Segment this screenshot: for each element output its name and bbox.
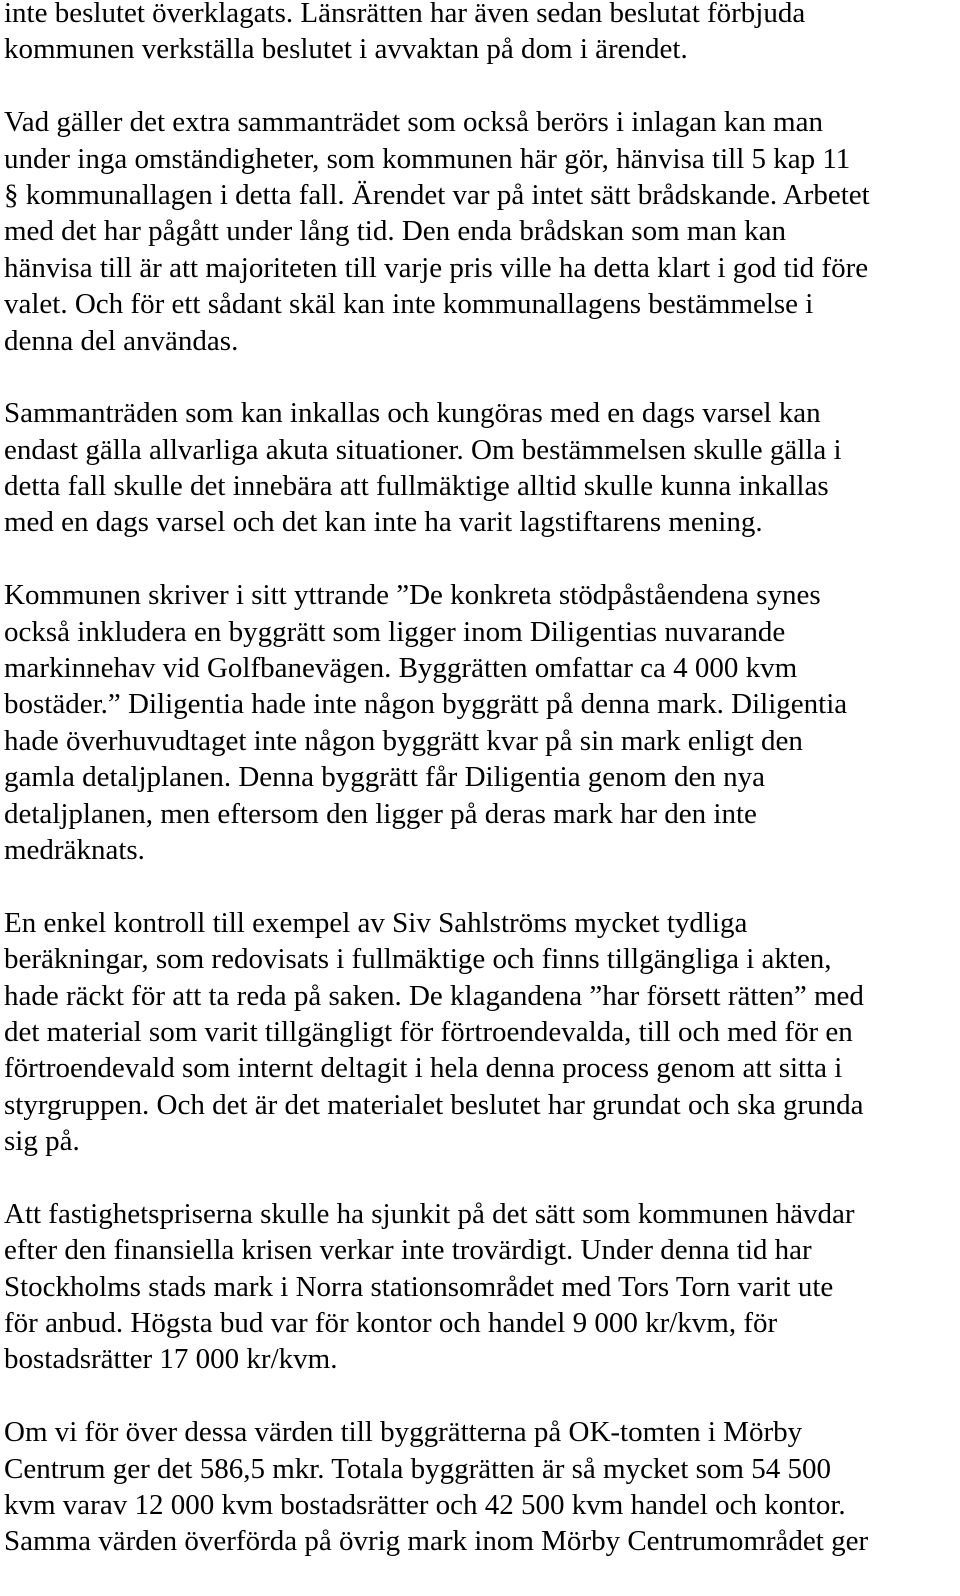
text-line: styrgruppen. Och det är det materialet beslutet har grundat och ska grunda [4, 1088, 864, 1121]
paragraph [4, 577, 956, 868]
text-line: gamla detaljplanen. Denna byggrätt får Diligentia genom den nya [4, 761, 765, 794]
paragraph [4, 395, 956, 541]
paragraph [4, 1414, 956, 1560]
text-line: det material som varit tillgängligt för förtroendevalda, till och med för en [4, 1015, 853, 1048]
text-line: Stockholms stads mark i Norra stationsområdet med Tors Torn varit ute [4, 1270, 834, 1303]
text-line: markinnehav vid Golfbanevägen. Byggrätten omfattar ca 4 000 kvm [4, 652, 798, 685]
text-line: bostadsrätter 17 000 kr/kvm. [4, 1343, 338, 1376]
text-line: med det har pågått under lång tid. Den enda brådskan som man kan [4, 215, 786, 248]
text-line: medräknats. [4, 833, 145, 866]
text-line: Att fastighetspriserna skulle ha sjunkit på det sätt som kommunen hävdar [4, 1197, 855, 1230]
text-line: inte beslutet överklagats. Länsrätten har även sedan beslutat förbjuda [4, 0, 806, 29]
text-line: Centrum ger det 586,5 mkr. Totala byggrätten är så mycket som 54 500 [4, 1452, 831, 1485]
text-line: En enkel kontroll till exempel av Siv Sahlströms mycket tydliga [4, 906, 748, 939]
text-line: förtroendevald som internt deltagit i hela denna process genom att sitta i [4, 1052, 843, 1085]
paragraph [4, 104, 956, 359]
text-line: Vad gäller det extra sammanträdet som också berörs i inlagan kan man [4, 106, 823, 139]
text-line: Kommunen skriver i sitt yttrande ”De konkreta stödpåståendena synes [4, 579, 821, 612]
text-line: under inga omständigheter, som kommunen här gör, hänvisa till 5 kap 11 [4, 142, 851, 175]
text-line: hänvisa till är att majoriteten till varje pris ville ha detta klart i god tid före [4, 251, 869, 284]
text-line: Samma värden överförda på övrig mark inom Mörby Centrumområdet ger [4, 1525, 869, 1558]
text-line: endast gälla allvarliga akuta situationer. Om bestämmelsen skulle gälla i [4, 433, 842, 466]
paragraph [4, 905, 956, 1160]
text-line: bostäder.” Diligentia hade inte någon byggrätt på denna mark. Diligentia [4, 688, 848, 721]
text-line: för anbud. Högsta bud var för kontor och handel 9 000 kr/kvm, för [4, 1307, 778, 1340]
text-line: med en dags varsel och det kan inte ha varit lagstiftarens mening. [4, 506, 763, 539]
text-line: sig på. [4, 1125, 80, 1158]
text-line: § kommunallagen i detta fall. Ärendet var på intet sätt brådskande. Arbetet [4, 178, 870, 211]
text-line: kvm varav 12 000 kvm bostadsrätter och 42 500 kvm handel och kontor. [4, 1489, 846, 1522]
text-line: detaljplanen, men eftersom den ligger på deras mark har den inte [4, 797, 757, 830]
text-line: Sammanträden som kan inkallas och kungöras med en dags varsel kan [4, 397, 821, 430]
text-line: detta fall skulle det innebära att fullmäktige alltid skulle kunna inkallas [4, 470, 829, 503]
text-line: beräkningar, som redovisats i fullmäktige och finns tillgängliga i akten, [4, 943, 832, 976]
paragraph [4, 1196, 956, 1378]
text-line: denna del användas. [4, 324, 239, 357]
text-line: valet. Och för ett sådant skäl kan inte kommunallagens bestämmelse i [4, 288, 814, 321]
text-line: hade överhuvudtaget inte någon byggrätt kvar på sin mark enligt den [4, 724, 803, 757]
text-line: kommunen verkställa beslutet i avvaktan på dom i ärendet. [4, 33, 688, 66]
text-line: efter den finansiella krisen verkar inte trovärdigt. Under denna tid har [4, 1234, 812, 1267]
document-page [4, 0, 956, 1596]
paragraph [4, 0, 956, 68]
text-line: också inkludera en byggrätt som ligger inom Diligentias nuvarande [4, 615, 786, 648]
text-line: hade räckt för att ta reda på saken. De klagandena ”har försett rätten” med [4, 979, 864, 1012]
text-line: Om vi för över dessa värden till byggrätterna på OK-tomten i Mörby [4, 1416, 803, 1449]
